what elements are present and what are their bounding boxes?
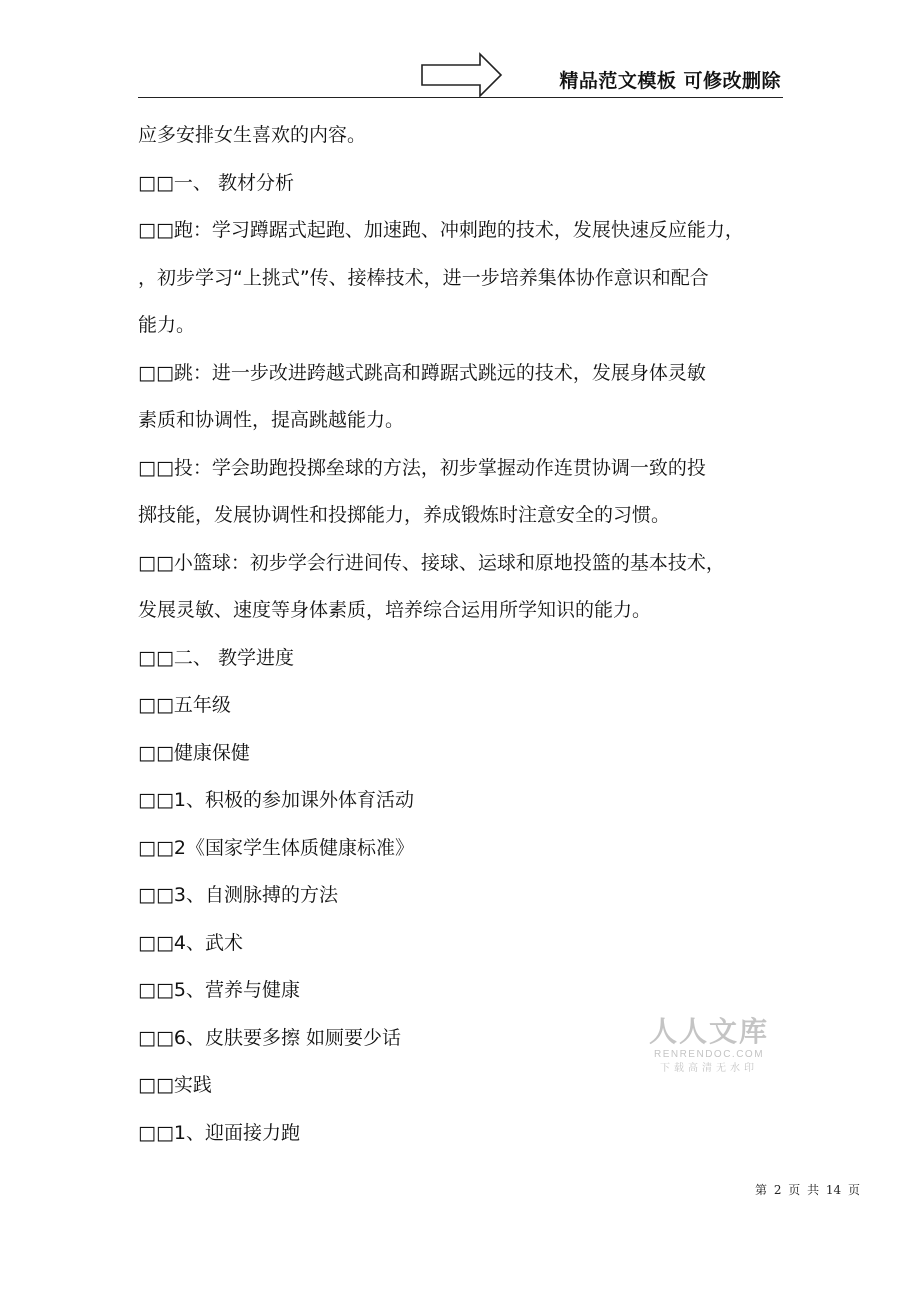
text-line: 掷技能，发展协调性和投掷能力，养成锻炼时注意安全的习惯。 <box>138 504 671 526</box>
page-header <box>138 52 783 98</box>
header-divider <box>138 97 783 98</box>
text-line: □□投：学会助跑投掷垒球的方法，初步掌握动作连贯协调一致的投 <box>138 456 706 479</box>
section-heading: □□一、 教材分析 <box>138 171 294 194</box>
list-item: □□1、积极的参加课外体育活动 <box>138 789 414 811</box>
text-line: 发展灵敏、速度等身体素质，培养综合运用所学知识的能力。 <box>138 599 652 621</box>
header-title: 精品范文模板 可修改删除 <box>559 70 781 92</box>
list-item: □□4、武术 <box>138 931 243 954</box>
list-item: □□6、皮肤要多擦 如厕要少话 <box>138 1026 402 1049</box>
grade-heading: □□五年级 <box>138 694 231 716</box>
subsection-heading: □□健康保健 <box>138 741 250 764</box>
list-item: □□2《国家学生体质健康标准》 <box>138 836 414 859</box>
list-item: □□1、迎面接力跑 <box>138 1121 300 1144</box>
subsection-heading: □□实践 <box>138 1074 212 1096</box>
list-item: □□5、营养与健康 <box>138 979 300 1001</box>
document-body <box>138 112 778 1157</box>
text-line: 素质和协调性，提高跳越能力。 <box>138 409 405 431</box>
text-line: 应多安排女生喜欢的内容。 <box>138 124 367 146</box>
section-heading: □□二、 教学进度 <box>138 646 294 669</box>
right-arrow-icon <box>420 52 504 98</box>
text-line: □□跑：学习蹲踞式起跑、加速跑、冲刺跑的技术，发展快速反应能力， <box>138 219 744 241</box>
text-line: □□小篮球：初步学会行进间传、接球、运球和原地投篮的基本技术， <box>138 551 725 574</box>
text-line: □□跳：进一步改进跨越式跳高和蹲踞式跳远的技术，发展身体灵敏 <box>138 361 706 384</box>
watermark-url: RENRENDOC.COM <box>653 1049 765 1060</box>
list-item: □□3、自测脉搏的方法 <box>138 884 338 906</box>
watermark-logo <box>644 1016 774 1076</box>
page-number: 第 2 页 共 14 页 <box>755 1183 860 1197</box>
watermark-title: 人人文库 <box>648 1015 769 1048</box>
watermark-subtitle: 下载高清无水印 <box>660 1063 758 1074</box>
text-line: ，初步学习“上挑式”传、接棒技术，进一步培养集体协作意识和配合 <box>138 266 709 289</box>
text-line: 能力。 <box>138 314 196 336</box>
